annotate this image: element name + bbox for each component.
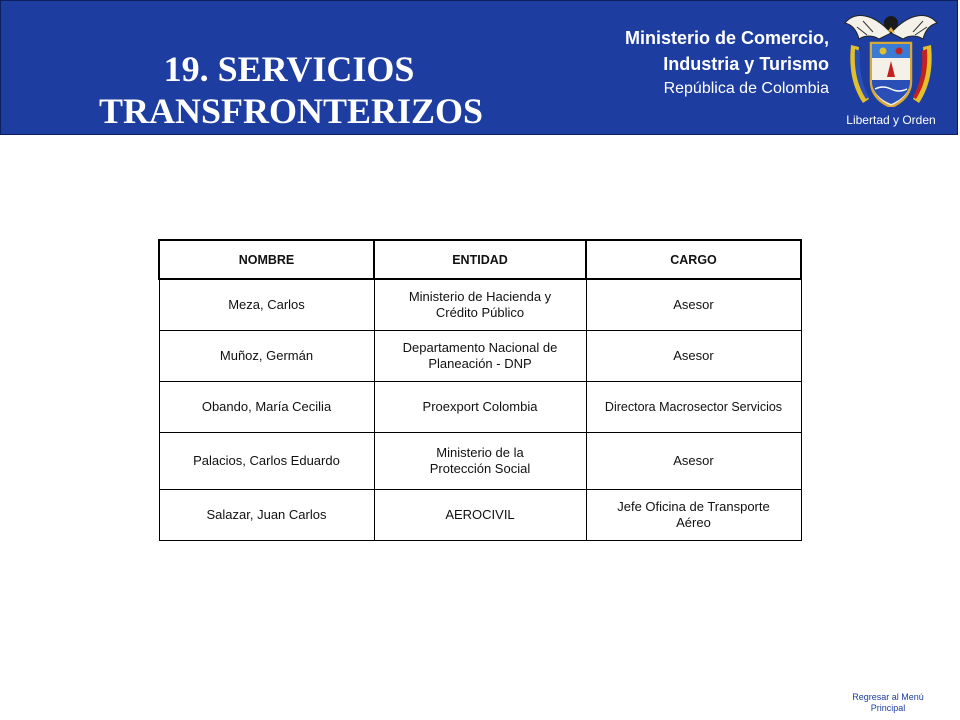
- delegation-table: [158, 239, 802, 541]
- ministry-line-3: República de Colombia: [663, 80, 829, 97]
- cell-cargo: Asesor: [586, 432, 801, 489]
- column-header-cargo: CARGO: [586, 240, 801, 279]
- cell-entidad: AEROCIVIL: [374, 489, 586, 540]
- table-row: [159, 432, 801, 489]
- cell-cargo: Directora Macrosector Servicios: [586, 381, 801, 432]
- cell-nombre: Obando, María Cecilia: [159, 381, 374, 432]
- title-line-2: TRANSFRONTERIZOS: [99, 91, 484, 131]
- page-title: [99, 48, 484, 132]
- ministry-line-1: Ministerio de Comercio,: [624, 28, 829, 48]
- cell-cargo: Jefe Oficina de Transporte Aéreo: [586, 489, 801, 540]
- coat-of-arms-logo: [843, 5, 939, 131]
- cell-cargo: Asesor: [586, 330, 801, 381]
- table-row: [159, 489, 801, 540]
- cell-nombre: Palacios, Carlos Eduardo: [159, 432, 374, 489]
- crest-motto: Libertad y Orden: [846, 113, 936, 127]
- table-row: [159, 279, 801, 330]
- cell-entidad: Ministerio de Hacienda y Crédito Público: [374, 279, 586, 330]
- cell-entidad: Proexport Colombia: [374, 381, 586, 432]
- table-row: [159, 381, 801, 432]
- cell-entidad: Departamento Nacional de Planeación - DNP: [374, 330, 586, 381]
- cell-nombre: Muñoz, Germán: [159, 330, 374, 381]
- cell-entidad: Ministerio de la Protección Social: [374, 432, 586, 489]
- cell-nombre: Salazar, Juan Carlos: [159, 489, 374, 540]
- ministry-name: [625, 25, 829, 101]
- table-row: [159, 330, 801, 381]
- header-band: [0, 0, 958, 135]
- column-header-nombre: NOMBRE: [159, 240, 374, 279]
- footer-link-line-2: Principal: [870, 703, 906, 713]
- cell-nombre: Meza, Carlos: [159, 279, 374, 330]
- back-to-main-menu-link[interactable]: [828, 692, 948, 714]
- column-header-entidad: ENTIDAD: [374, 240, 586, 279]
- ministry-line-2: Industria y Turismo: [663, 54, 829, 74]
- footer-link-line-1: Regresar al Menú: [852, 692, 924, 702]
- table-header-row: [159, 240, 801, 279]
- title-line-1: 19. SERVICIOS: [163, 49, 415, 89]
- cell-cargo: Asesor: [586, 279, 801, 330]
